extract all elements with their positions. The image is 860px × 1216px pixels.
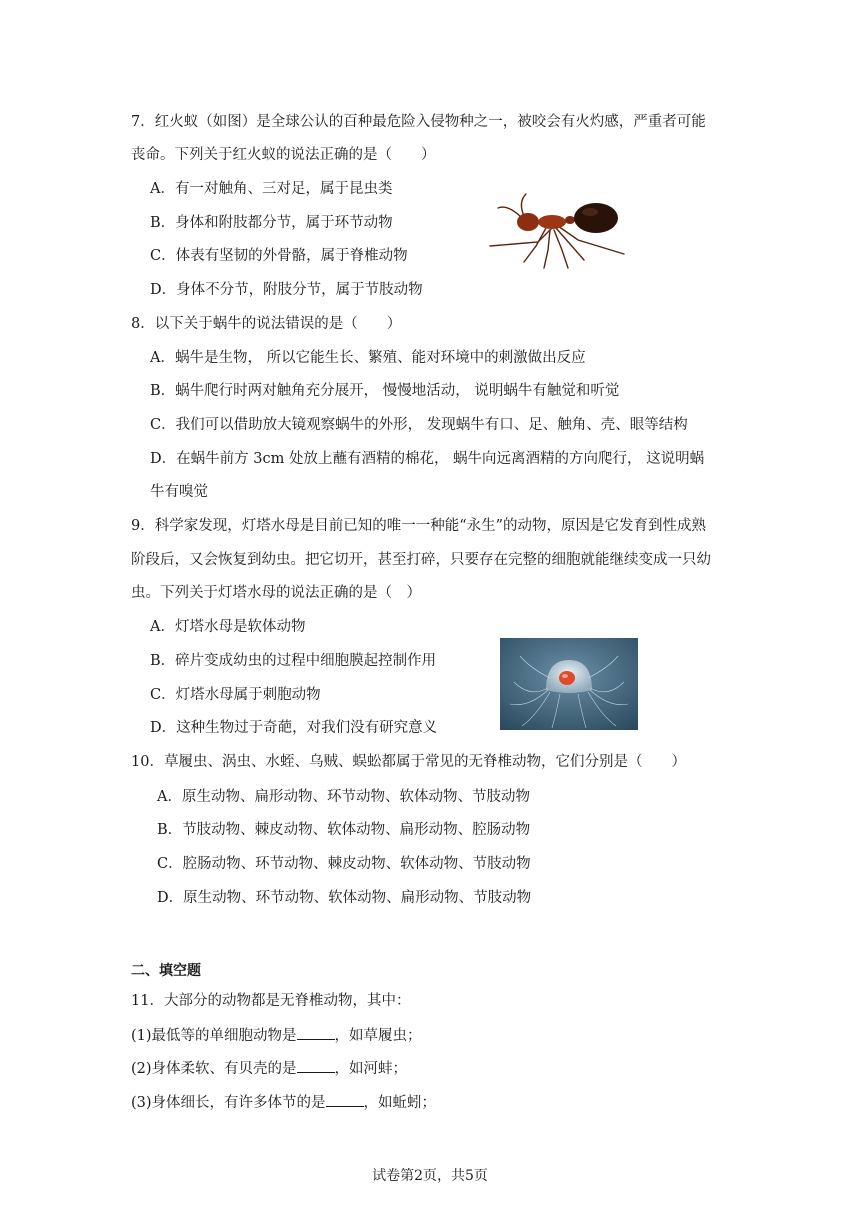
q10-option-c: C．腔肠动物、环节动物、棘皮动物、软体动物、节肢动物 — [157, 856, 531, 872]
q10-stem: 10．草履虫、涡虫、水蛭、乌贼、蜈蚣都属于常见的无脊椎动物，它们分别是（ ） — [131, 754, 686, 770]
q11-stem: 11．大部分的动物都是无脊椎动物，其中： — [131, 993, 411, 1009]
q7-stem-line2: 丧命。下列关于红火蚁的说法正确的是（ ） — [131, 147, 436, 163]
jellyfish-icon — [500, 638, 638, 730]
q7-option-c: C．体表有坚韧的外骨骼，属于脊椎动物 — [150, 248, 408, 264]
section-title: 二、填空题 — [131, 963, 201, 979]
q9-stem-line3: 虫。下列关于灯塔水母的说法正确的是（ ） — [131, 585, 421, 601]
q9-stem-line1: 9．科学家发现，灯塔水母是目前已知的唯一一种能“永生”的动物，原因是它发育到性成熟 — [131, 518, 707, 534]
page-footer: 试卷第2页，共5页 — [372, 1168, 488, 1184]
answer-blank[interactable] — [297, 1025, 335, 1040]
q11-item-3: (3)身体细长，有许多体节的是 ，如蚯蚓； — [131, 1092, 436, 1113]
q7-option-d: D．身体不分节，附肢分节，属于节肢动物 — [150, 282, 423, 298]
q8-option-c: C．我们可以借助放大镜观察蜗牛的外形， 发现蜗牛有口、足、触角、壳、眼等结构 — [150, 417, 688, 433]
q10-option-d: D．原生动物、环节动物、软体动物、扁形动物、节肢动物 — [157, 890, 532, 906]
q9-option-d: D．这种生物过于奇葩，对我们没有研究意义 — [150, 720, 438, 736]
q8-option-a: A．蜗牛是生物， 所以它能生长、繁殖、能对环境中的刺激做出反应 — [150, 350, 586, 366]
q7-option-a: A．有一对触角、三对足，属于昆虫类 — [150, 181, 393, 197]
q10-option-b: B．节肢动物、棘皮动物、软体动物、扁形动物、腔肠动物 — [157, 822, 531, 838]
q7-stem-line1: 7．红火蚁（如图）是全球公认的百种最危险入侵物种之一，被咬会有火灼感，严重者可能 — [131, 114, 706, 130]
q11-item-1: (1)最低等的单细胞动物是 ，如草履虫； — [131, 1025, 422, 1046]
jellyfish-image — [500, 638, 638, 730]
answer-blank[interactable] — [326, 1092, 364, 1107]
q9-stem-line2: 阶段后，又会恢复到幼虫。把它切开，甚至打碎，只要存在完整的细胞就能继续变成一只幼 — [131, 552, 711, 568]
q10-option-a: A．原生动物、扁形动物、环节动物、软体动物、节肢动物 — [157, 789, 530, 805]
q8-stem: 8．以下关于蜗牛的说法错误的是（ ） — [131, 316, 402, 332]
q8-option-d: D．在蜗牛前方 3cm 处放上蘸有酒精的棉花， 蜗牛向远离酒精的方向爬行， 这说明蜗 — [150, 451, 705, 467]
q7-option-b: B．身体和附肢都分节，属于环节动物 — [150, 215, 393, 231]
q9-option-c: C．灯塔水母属于刺胞动物 — [150, 687, 321, 703]
q8-option-d-continued: 牛有嗅觉 — [150, 484, 208, 500]
q9-option-a: A．灯塔水母是软体动物 — [150, 619, 306, 635]
q11-item-2: (2)身体柔软、有贝壳的是 ，如河蚌； — [131, 1058, 407, 1079]
q9-option-b: B．碎片变成幼虫的过程中细胞膜起控制作用 — [150, 653, 437, 669]
answer-blank[interactable] — [297, 1058, 335, 1073]
q8-option-b: B．蜗牛爬行时两对触角充分展开， 慢慢地活动， 说明蜗牛有触觉和听觉 — [150, 383, 620, 399]
fire-ant-image — [478, 184, 638, 272]
ant-icon — [478, 184, 638, 272]
